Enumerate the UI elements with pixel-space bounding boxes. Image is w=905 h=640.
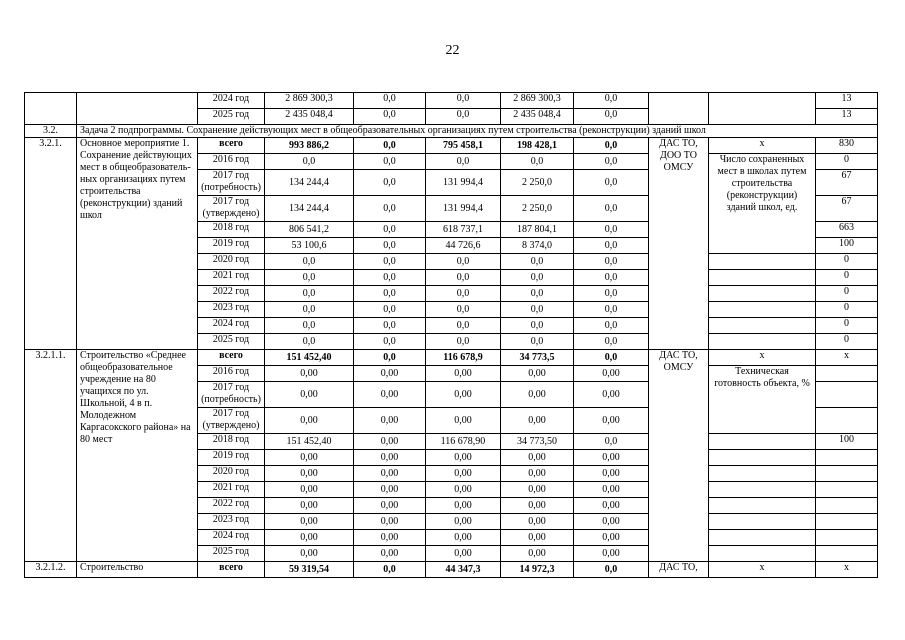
indicator-cell: [709, 318, 816, 334]
year-cell: 2025 год: [198, 334, 265, 350]
other-cell: 0,00: [574, 482, 649, 498]
page-number: 22: [445, 43, 460, 58]
value-cell: x: [816, 350, 878, 366]
other-cell: 0,0: [574, 318, 649, 334]
local-cell: 2 250,0: [501, 196, 574, 222]
total-cell: 0,00: [265, 498, 354, 514]
regional-cell: 0,0: [426, 334, 501, 350]
year-cell: 2021 год: [198, 482, 265, 498]
federal-cell: 0,0: [354, 170, 426, 196]
federal-cell: 0,00: [354, 482, 426, 498]
year-cell: 2023 год: [198, 514, 265, 530]
name-cell: [77, 93, 198, 125]
year-cell: 2020 год: [198, 254, 265, 270]
regional-cell: 0,00: [426, 546, 501, 562]
table-row: [25, 138, 878, 154]
local-cell: 8 374,0: [501, 238, 574, 254]
local-cell: 0,0: [501, 254, 574, 270]
federal-cell: 0,00: [354, 450, 426, 466]
other-cell: 0,00: [574, 408, 649, 434]
other-cell: 0,00: [574, 366, 649, 382]
local-cell: 187 804,1: [501, 222, 574, 238]
other-cell: 0,0: [574, 254, 649, 270]
indicator-cell: [709, 466, 816, 482]
other-cell: 0,0: [574, 286, 649, 302]
total-cell: 151 452,40: [265, 350, 354, 366]
total-cell: 0,0: [265, 286, 354, 302]
task-text: Задача 2 подпрограммы. Сохранение действующих мест в общеобразовательных организациях путем строительства (реконструкции) зданий школ: [77, 125, 878, 138]
value-cell: [816, 498, 878, 514]
year-cell: 2016 год: [198, 366, 265, 382]
other-cell: 0,0: [574, 138, 649, 154]
federal-cell: 0,0: [354, 562, 426, 578]
year-cell: 2024 год: [198, 93, 265, 109]
total-cell: 0,00: [265, 466, 354, 482]
task-row: [25, 125, 878, 138]
regional-cell: 0,00: [426, 514, 501, 530]
year-cell: 2018 год: [198, 434, 265, 450]
regional-cell: 116 678,9: [426, 350, 501, 366]
value-cell: 13: [816, 93, 878, 109]
total-cell: 0,00: [265, 514, 354, 530]
local-cell: 0,00: [501, 546, 574, 562]
year-cell: 2023 год: [198, 302, 265, 318]
section-name: Основное мероприятие 1. Сохранение действующих мест в общеобразователь-ных организациях путем строительства (реконструкции) зданий школ: [77, 138, 198, 350]
total-cell: 134 244,4: [265, 170, 354, 196]
other-cell: 0,0: [574, 434, 649, 450]
local-cell: 2 869 300,3: [501, 93, 574, 109]
indicator-cell: [709, 286, 816, 302]
federal-cell: 0,0: [354, 154, 426, 170]
local-cell: 34 773,50: [501, 434, 574, 450]
local-cell: 34 773,5: [501, 350, 574, 366]
local-cell: 2 250,0: [501, 170, 574, 196]
federal-cell: 0,0: [354, 270, 426, 286]
year-cell: всего: [198, 562, 265, 578]
value-cell: [816, 482, 878, 498]
regional-cell: 0,0: [426, 254, 501, 270]
regional-cell: 0,0: [426, 270, 501, 286]
section-name: Строительство «Среднее общеобразовательное учреждение на 80 учащихся по ул. Школьной, 4 в п. Молодежном Каргасокского района» на 80 мест: [77, 350, 198, 562]
federal-cell: 0,0: [354, 302, 426, 318]
regional-cell: 116 678,90: [426, 434, 501, 450]
year-cell: 2024 год: [198, 318, 265, 334]
year-cell: 2017 год (потребность): [198, 382, 265, 408]
local-cell: 0,0: [501, 302, 574, 318]
value-cell: [816, 408, 878, 434]
indicator-cell: x: [709, 562, 816, 578]
section-num: 3.2.1.2.: [25, 562, 77, 578]
year-cell: всего: [198, 138, 265, 154]
regional-cell: 0,0: [426, 93, 501, 109]
indicator-cell: [709, 270, 816, 286]
other-cell: 0,0: [574, 334, 649, 350]
value-cell: 67: [816, 196, 878, 222]
total-cell: 0,0: [265, 154, 354, 170]
other-cell: 0,0: [574, 238, 649, 254]
other-cell: 0,0: [574, 93, 649, 109]
federal-cell: 0,00: [354, 498, 426, 514]
local-cell: 0,0: [501, 286, 574, 302]
federal-cell: 0,0: [354, 350, 426, 366]
year-cell: 2020 год: [198, 466, 265, 482]
indicator-cell: [709, 93, 816, 125]
value-cell: 0: [816, 270, 878, 286]
regional-cell: 0,00: [426, 482, 501, 498]
other-cell: 0,00: [574, 546, 649, 562]
section-num: 3.2.1.1.: [25, 350, 77, 562]
value-cell: 830: [816, 138, 878, 154]
federal-cell: 0,00: [354, 366, 426, 382]
year-cell: 2022 год: [198, 286, 265, 302]
federal-cell: 0,00: [354, 514, 426, 530]
regional-cell: 0,00: [426, 408, 501, 434]
table-row: [25, 350, 878, 366]
year-cell: всего: [198, 350, 265, 366]
total-cell: 993 886,2: [265, 138, 354, 154]
federal-cell: 0,0: [354, 238, 426, 254]
federal-cell: 0,0: [354, 286, 426, 302]
indicator-name: Число сохраненных мест в школах путем строительства (реконструкции) зданий школ, ед.: [709, 154, 816, 254]
local-cell: 0,00: [501, 366, 574, 382]
indicator-cell: x: [709, 138, 816, 154]
regional-cell: 0,0: [426, 318, 501, 334]
regional-cell: 0,00: [426, 366, 501, 382]
federal-cell: 0,0: [354, 222, 426, 238]
indicator-cell: [709, 482, 816, 498]
value-cell: [816, 466, 878, 482]
value-cell: 0: [816, 302, 878, 318]
value-cell: 13: [816, 109, 878, 125]
regional-cell: 44 347,3: [426, 562, 501, 578]
value-cell: [816, 530, 878, 546]
total-cell: 151 452,40: [265, 434, 354, 450]
regional-cell: 0,0: [426, 302, 501, 318]
total-cell: 0,00: [265, 382, 354, 408]
local-cell: 0,00: [501, 408, 574, 434]
indicator-cell: [709, 450, 816, 466]
total-cell: 0,00: [265, 482, 354, 498]
federal-cell: 0,0: [354, 334, 426, 350]
section-num: 3.2.1.: [25, 138, 77, 350]
task-num: 3.2.: [25, 125, 77, 138]
total-cell: 0,0: [265, 318, 354, 334]
total-cell: 0,00: [265, 450, 354, 466]
executor-cell: [649, 93, 709, 125]
local-cell: 0,0: [501, 270, 574, 286]
table-row: [25, 562, 878, 578]
local-cell: 0,00: [501, 482, 574, 498]
executor-cell: ДАС ТО,: [649, 562, 709, 578]
value-cell: 0: [816, 254, 878, 270]
local-cell: 0,00: [501, 382, 574, 408]
regional-cell: 0,0: [426, 109, 501, 125]
value-cell: 0: [816, 318, 878, 334]
local-cell: 0,00: [501, 530, 574, 546]
value-cell: 67: [816, 170, 878, 196]
local-cell: 14 972,3: [501, 562, 574, 578]
total-cell: 0,0: [265, 302, 354, 318]
indicator-name: Техническая готовность объекта, %: [709, 366, 816, 434]
total-cell: 0,00: [265, 546, 354, 562]
total-cell: 2 869 300,3: [265, 93, 354, 109]
total-cell: 53 100,6: [265, 238, 354, 254]
indicator-cell: [709, 546, 816, 562]
indicator-cell: [709, 254, 816, 270]
regional-cell: 0,0: [426, 286, 501, 302]
regional-cell: 131 994,4: [426, 170, 501, 196]
local-cell: 0,00: [501, 466, 574, 482]
other-cell: 0,0: [574, 562, 649, 578]
year-cell: 2022 год: [198, 498, 265, 514]
other-cell: 0,0: [574, 350, 649, 366]
local-cell: 0,0: [501, 334, 574, 350]
federal-cell: 0,0: [354, 254, 426, 270]
year-cell: 2024 год: [198, 530, 265, 546]
other-cell: 0,0: [574, 170, 649, 196]
value-cell: 663: [816, 222, 878, 238]
total-cell: 0,0: [265, 254, 354, 270]
regional-cell: 131 994,4: [426, 196, 501, 222]
regional-cell: 0,00: [426, 450, 501, 466]
other-cell: 0,00: [574, 514, 649, 530]
other-cell: 0,00: [574, 530, 649, 546]
year-cell: 2019 год: [198, 450, 265, 466]
federal-cell: 0,0: [354, 93, 426, 109]
local-cell: 0,0: [501, 154, 574, 170]
value-cell: 100: [816, 238, 878, 254]
federal-cell: 0,00: [354, 466, 426, 482]
value-cell: 100: [816, 434, 878, 450]
year-cell: 2025 год: [198, 109, 265, 125]
value-cell: 0: [816, 286, 878, 302]
federal-cell: 0,00: [354, 530, 426, 546]
regional-cell: 795 458,1: [426, 138, 501, 154]
federal-cell: 0,0: [354, 138, 426, 154]
local-cell: 0,00: [501, 514, 574, 530]
other-cell: 0,0: [574, 196, 649, 222]
year-cell: 2016 год: [198, 154, 265, 170]
total-cell: 0,00: [265, 408, 354, 434]
year-cell: 2017 год (утверждено): [198, 408, 265, 434]
total-cell: 0,0: [265, 270, 354, 286]
federal-cell: 0,00: [354, 408, 426, 434]
executor-cell: ДАС ТО, ОМСУ: [649, 350, 709, 562]
value-cell: [816, 450, 878, 466]
year-cell: 2021 год: [198, 270, 265, 286]
federal-cell: 0,00: [354, 382, 426, 408]
total-cell: 0,00: [265, 366, 354, 382]
federal-cell: 0,00: [354, 434, 426, 450]
year-cell: 2017 год (потребность): [198, 170, 265, 196]
value-cell: [816, 366, 878, 382]
regional-cell: 0,00: [426, 382, 501, 408]
num-cell: [25, 93, 77, 125]
value-cell: 0: [816, 154, 878, 170]
value-cell: [816, 546, 878, 562]
total-cell: 0,00: [265, 530, 354, 546]
local-cell: 0,00: [501, 498, 574, 514]
local-cell: 2 435 048,4: [501, 109, 574, 125]
regional-cell: 618 737,1: [426, 222, 501, 238]
regional-cell: 0,0: [426, 154, 501, 170]
total-cell: 59 319,54: [265, 562, 354, 578]
year-cell: 2017 год (утверждено): [198, 196, 265, 222]
total-cell: 806 541,2: [265, 222, 354, 238]
other-cell: 0,00: [574, 498, 649, 514]
other-cell: 0,00: [574, 466, 649, 482]
year-cell: 2025 год: [198, 546, 265, 562]
federal-cell: 0,0: [354, 196, 426, 222]
other-cell: 0,00: [574, 450, 649, 466]
indicator-cell: [709, 334, 816, 350]
year-cell: 2018 год: [198, 222, 265, 238]
total-cell: 2 435 048,4: [265, 109, 354, 125]
section-name: Строительство: [77, 562, 198, 578]
indicator-cell: x: [709, 350, 816, 366]
local-cell: 198 428,1: [501, 138, 574, 154]
regional-cell: 0,00: [426, 498, 501, 514]
value-cell: x: [816, 562, 878, 578]
total-cell: 0,0: [265, 334, 354, 350]
other-cell: 0,00: [574, 382, 649, 408]
value-cell: [816, 382, 878, 408]
indicator-cell: [709, 302, 816, 318]
value-cell: [816, 514, 878, 530]
indicator-cell: [709, 514, 816, 530]
local-cell: 0,0: [501, 318, 574, 334]
indicator-cell: [709, 498, 816, 514]
regional-cell: 0,00: [426, 530, 501, 546]
regional-cell: 44 726,6: [426, 238, 501, 254]
regional-cell: 0,00: [426, 466, 501, 482]
table-row: [25, 93, 878, 109]
federal-cell: 0,00: [354, 546, 426, 562]
other-cell: 0,0: [574, 302, 649, 318]
indicator-cell: [709, 434, 816, 450]
federal-cell: 0,0: [354, 109, 426, 125]
value-cell: 0: [816, 334, 878, 350]
year-cell: 2019 год: [198, 238, 265, 254]
other-cell: 0,0: [574, 154, 649, 170]
local-cell: 0,00: [501, 450, 574, 466]
indicator-cell: [709, 530, 816, 546]
total-cell: 134 244,4: [265, 196, 354, 222]
other-cell: 0,0: [574, 222, 649, 238]
federal-cell: 0,0: [354, 318, 426, 334]
other-cell: 0,0: [574, 109, 649, 125]
other-cell: 0,0: [574, 270, 649, 286]
budget-table: [24, 92, 878, 578]
executor-cell: ДАС ТО, ДОО ТО ОМСУ: [649, 138, 709, 350]
